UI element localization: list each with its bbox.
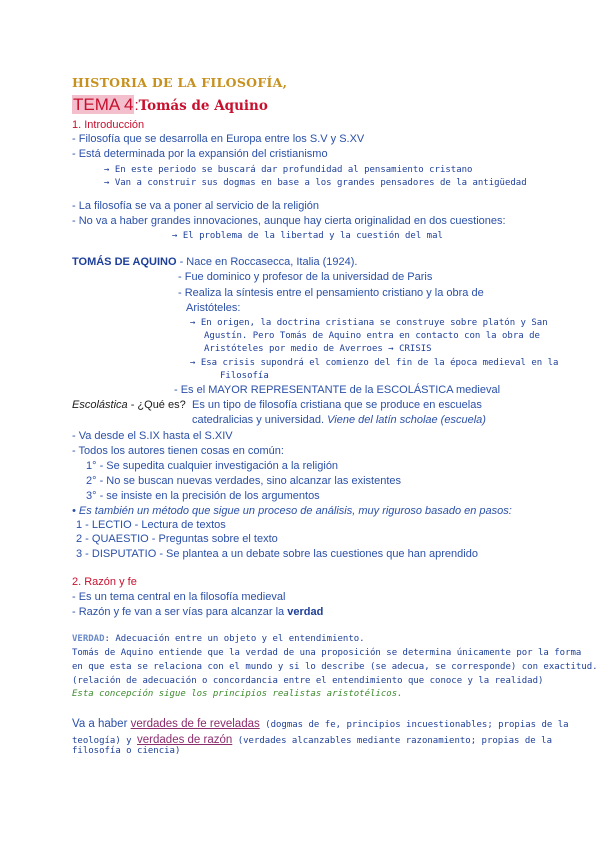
aquino-sub-3: Aristóteles por medio de Averroes → CRISIS <box>204 344 432 354</box>
verdad-line-2: en que esta se relaciona con el mundo y si lo describe (se adecua, se corresponde) con exactitud. <box>72 662 598 672</box>
document-title: HISTORIA DE LA FILOSOFÍA, <box>72 75 288 90</box>
final-mid-2: (verdades alcanzables mediante razonamiento; propias de la <box>232 736 552 746</box>
final-mid-1: (dogmas de fe, principios incuestionables; propias de la <box>259 720 569 730</box>
step-2: 2 - QUAESTIO - Preguntas sobre el texto <box>76 533 278 545</box>
verdad-note: Esta concepción sigue los principios realistas aristotélicos. <box>72 689 403 699</box>
verdad-label: VERDAD <box>72 634 105 644</box>
escolastica-common: - Todos los autores tienen cosas en común: <box>72 445 284 457</box>
razon-line-2 <box>72 606 323 619</box>
tema-number: TEMA 4 <box>73 95 134 114</box>
tema-heading <box>72 95 268 115</box>
intro-line-2: - Está determinada por la expansión del cristianismo <box>72 148 328 160</box>
aquino-line-2: - Fue dominico y profesor de la universidad de Paris <box>178 271 433 283</box>
verdad-line-3: (relación de adecuación o concordancia entre el entendimiento que conoce y la realidad) <box>72 676 544 686</box>
escolastica-def-2 <box>192 414 486 427</box>
final-line-2-a: teología) y <box>72 736 138 746</box>
aquino-name: TOMÁS DE AQUINO <box>72 256 177 268</box>
aquino-major: - Es el MAYOR REPRESENTANTE de la ESCOLÁSTICA medieval <box>174 384 501 396</box>
common-point-3: 3° - se insiste en la precisión de los argumentos <box>86 490 320 502</box>
aquino-sub-1: → En origen, la doctrina cristiana se construye sobre platón y San <box>190 318 548 328</box>
intro-line-1: - Filosofía que se desarrolla en Europa entre los S.V y S.XV <box>72 133 365 145</box>
escolastica-term: Escolástica <box>72 399 128 411</box>
step-1: 1 - LECTIO - Lectura de textos <box>76 519 226 531</box>
section-1-heading: 1. Introducción <box>72 119 145 131</box>
intro-line-4: - No va a haber grandes innovaciones, aunque hay cierta originalidad en dos cuestiones: <box>72 215 506 227</box>
razon-line-2-text: - Razón y fe van a ser vías para alcanzar la <box>72 606 288 618</box>
final-line-3: filosofía o ciencia) <box>72 746 181 756</box>
escolastica-def-2-text: catedralicias y universidad. <box>192 414 325 426</box>
escolastica-etymology: Viene del latín scholae (escuela) <box>327 414 486 426</box>
escolastica-question: - ¿Qué es? <box>127 399 186 411</box>
escolastica-period: - Va desde el S.IX hasta el S.XIV <box>72 430 233 442</box>
common-point-1: 1° - Se supedita cualquier investigación a la religión <box>86 460 339 472</box>
escolastica-def-1: Es un tipo de filosofía cristiana que se produce en escuelas <box>192 399 482 411</box>
razon-line-1: - Es un tema central en la filosofía medieval <box>72 591 286 603</box>
link-verdades-razon: verdades de razón <box>137 734 233 746</box>
tema-name: Tomás de Aquino <box>138 98 268 114</box>
aquino-line-4: Aristóteles: <box>186 302 241 314</box>
razon-verdad: verdad <box>287 606 324 618</box>
aquino-sub-2: Agustín. Pero Tomás de Aquino entra en contacto con la obra de <box>204 331 540 341</box>
method-line: • Es también un método que sigue un proceso de análisis, muy riguroso basado en pasos: <box>72 505 512 517</box>
tema-colon: : <box>134 97 139 114</box>
intro-sub-2: → Van a construir sus dogmas en base a los grandes pensadores de la antigüedad <box>104 178 527 188</box>
intro-sub-1: → En este periodo se buscará dar profundidad al pensamiento cristano <box>104 165 473 175</box>
aquino-line-1 <box>72 256 358 269</box>
intro-sub-3: → El problema de la libertad y la cuestión del mal <box>172 231 443 241</box>
verdad-line-1: Tomás de Aquino entiende que la verdad de una proposición se determina únicamente por la forma <box>72 648 582 658</box>
common-point-2: 2° - No se buscan nuevas verdades, sino alcanzar las existentes <box>86 475 402 487</box>
step-3: 3 - DISPUTATIO - Se plantea a un debate sobre las cuestiones que han aprendido <box>76 548 478 560</box>
link-verdades-fe: verdades de fe reveladas <box>130 718 260 730</box>
escolastica-line-1 <box>72 399 186 412</box>
section-2-heading: 2. Razón y fe <box>72 576 137 588</box>
intro-line-3: - La filosofía se va a poner al servicio de la religión <box>72 200 320 212</box>
verdad-def: : Adecuación entre un objeto y el entendimiento. <box>104 634 365 644</box>
verdad-definition <box>72 634 365 644</box>
aquino-birth: - Nace en Roccasecca, Italia (1924). <box>176 256 358 268</box>
aquino-sub-5: Filosofía <box>220 371 269 381</box>
aquino-line-3: - Realiza la síntesis entre el pensamiento cristiano y la obra de <box>178 287 484 299</box>
final-prefix: Va a haber <box>72 718 131 730</box>
aquino-sub-4: → Esa crisis supondrá el comienzo del fin de la época medieval en la <box>190 358 559 368</box>
